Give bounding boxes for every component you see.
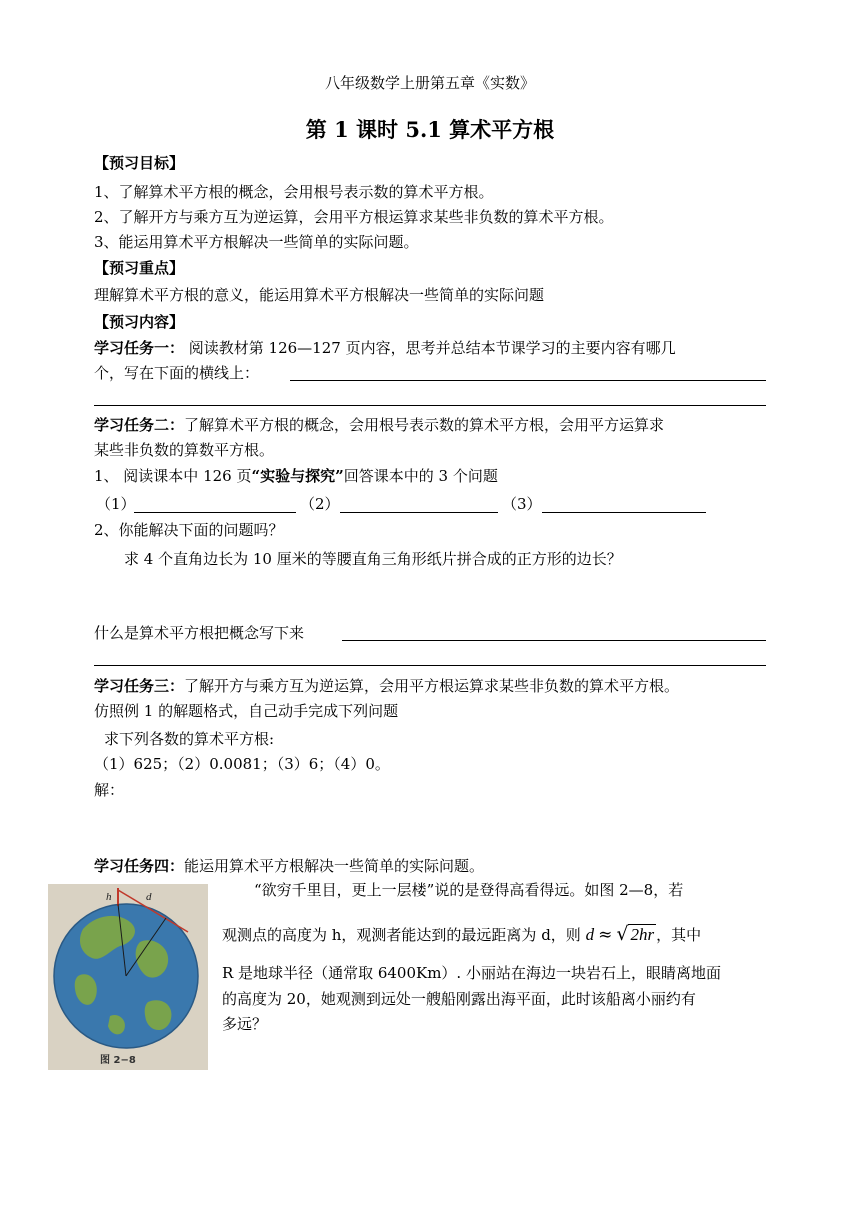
earth-illustration: [48, 884, 208, 1070]
task2-line2: 某些非负数的算数平方根。: [94, 441, 275, 459]
objective-item: 3、能运用算术平方根解决一些简单的实际问题。: [94, 233, 419, 251]
key-points-text: 理解算术平方根的意义，能运用算术平方根解决一些简单的实际问题: [94, 286, 545, 304]
task2-label: 学习任务二：: [94, 416, 185, 434]
answer-line[interactable]: [290, 380, 766, 381]
task2-line1: [94, 415, 664, 435]
task3-instruction: 求下列各数的算术平方根:: [104, 730, 275, 748]
task4-label: 学习任务四：: [94, 857, 185, 875]
answer-line[interactable]: [94, 405, 766, 406]
task1-text: 阅读教材第 126—127 页内容，思考并总结本节课学习的主要内容有哪几: [184, 339, 676, 357]
task4-paragraph-line2-a: 观测点的高度为 h，观测者能达到的最远距离为 d，则: [222, 926, 586, 944]
task4-line: [94, 856, 484, 876]
task4-text: 能运用算术平方根解决一些简单的实际问题。: [184, 857, 485, 875]
answer-line[interactable]: [342, 640, 766, 641]
task4-paragraph-line5: 多远？: [222, 1015, 268, 1033]
task4-paragraph-line1: “欲穷千里目，更上一层楼”说的是登得高看得远。如图 2—8，若: [254, 881, 684, 899]
sqrt-icon: √: [616, 923, 629, 945]
formula-approx: ≈: [598, 925, 613, 945]
answer-line[interactable]: [340, 512, 498, 513]
answer-line[interactable]: [94, 665, 766, 666]
task4-paragraph-line2: [222, 924, 701, 945]
figure-label-h: h: [106, 891, 112, 903]
figure-label-d: d: [146, 891, 152, 903]
earth-figure: [48, 884, 208, 1070]
task2-item1-suffix: 回答课本中的 3 个问题: [343, 467, 498, 485]
objectives-heading: 【预习目标】: [94, 154, 185, 172]
task4-paragraph-line4: 的高度为 20，她观测到远处一艘船刚露出海平面，此时该船离小丽约有: [222, 990, 696, 1008]
task3-answer-label: 解：: [94, 781, 125, 799]
answer-line[interactable]: [134, 512, 296, 513]
formula-radicand: 2hr: [630, 925, 655, 944]
task3-label: 学习任务三：: [94, 677, 185, 695]
task1-line1: [94, 338, 676, 358]
blank-label-2: （2）: [300, 495, 340, 513]
answer-line[interactable]: [542, 512, 706, 513]
document-title: 第 1 课时 5.1 算术平方根: [305, 117, 555, 142]
blank-label-3: （3）: [502, 495, 542, 513]
key-points-heading: 【预习重点】: [94, 259, 185, 277]
task4-paragraph-line3: R 是地球半径（通常取 6400Km）. 小丽站在海边一块岩石上，眼睛离地面: [222, 964, 721, 982]
figure-caption: 图 2−8: [100, 1055, 136, 1066]
document-subtitle: 八年级数学上册第五章《实数》: [324, 74, 535, 92]
task3-text: 了解开方与乘方互为逆运算，会用平方根运算求某些非负数的算术平方根。: [184, 677, 680, 695]
task2-problem: 求 4 个直角边长为 10 厘米的等腰直角三角形纸片拼合成的正方形的边长？: [124, 550, 622, 568]
task2-item1: [94, 466, 498, 486]
task2-item1-prefix: 1、 阅读课本中 126 页: [94, 467, 252, 485]
task1-line2: 个，写在下面的横线上：: [94, 364, 260, 382]
formula-lhs: d: [585, 925, 595, 944]
task1-label: 学习任务一：: [94, 339, 185, 357]
objective-item: 2、了解开方与乘方互为逆运算，会用平方根运算求某些非负数的算术平方根。: [94, 208, 614, 226]
content-heading: 【预习内容】: [94, 313, 185, 331]
task3-line1: [94, 676, 679, 696]
task2-text: 了解算术平方根的概念，会用根号表示数的算术平方根，会用平方运算求: [184, 416, 665, 434]
task4-paragraph-line2-b: ，其中: [656, 926, 702, 944]
task2-item2: 2、你能解决下面的问题吗？: [94, 521, 284, 539]
task3-line2: 仿照例 1 的解题格式，自己动手完成下列问题: [94, 702, 399, 720]
task3-items: （1）625；（2）0.0081；（3）6；（4）0。: [94, 755, 390, 773]
concept-prompt: 什么是算术平方根把概念写下来: [94, 624, 305, 642]
objective-item: 1、了解算术平方根的概念，会用根号表示数的算术平方根。: [94, 183, 494, 201]
blank-label-1: （1）: [96, 495, 136, 513]
task2-item1-bold: “实验与探究”: [251, 467, 344, 485]
